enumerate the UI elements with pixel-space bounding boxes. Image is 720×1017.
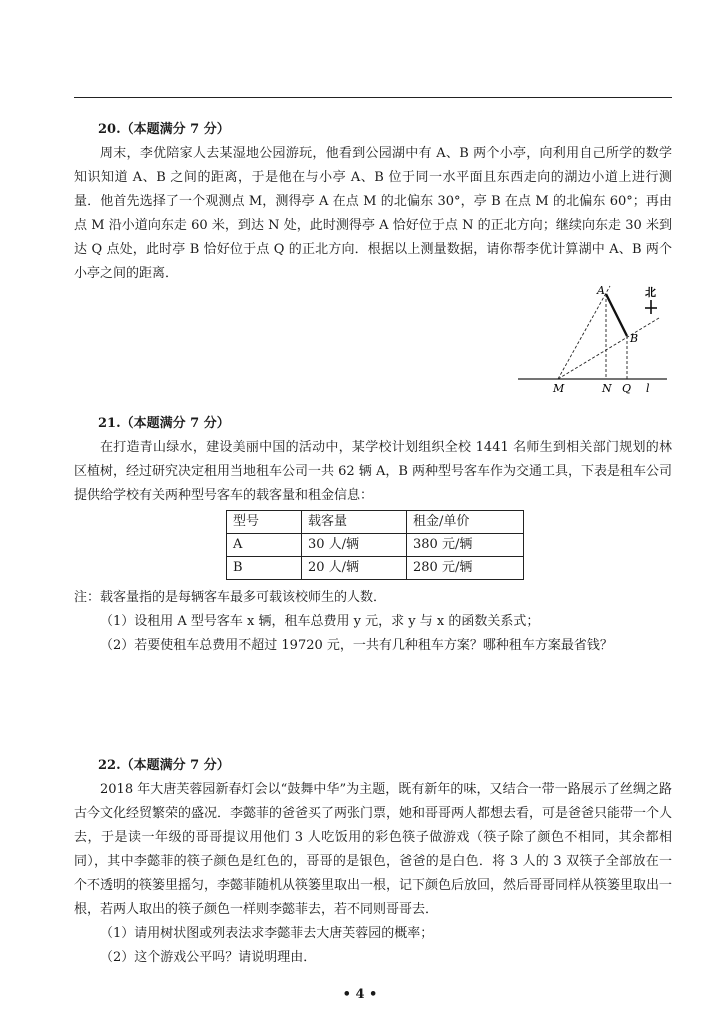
table-header-cell: 载客量 [302, 511, 407, 534]
label-l: l [646, 382, 650, 394]
rental-table [226, 510, 524, 580]
ray-MA [558, 286, 610, 379]
table-header-row [227, 511, 524, 534]
page-number: • 4 • [342, 987, 378, 1002]
label-M: M [553, 382, 565, 394]
north-label: 北 [645, 286, 656, 299]
table-header-cell: 型号 [227, 511, 302, 534]
q22-title: 22.（本题满分 7 分） [98, 758, 230, 773]
q21-note: 注：载客量指的是每辆客车最多可载该校师生的人数． [74, 590, 387, 605]
ray-MB [558, 318, 659, 379]
q21-sub1: （1）设租用 A 型号客车 x 辆，租车总费用 y 元，求 y 与 x 的函数关系式； [100, 614, 540, 629]
q20-title: 20.（本题满分 7 分） [98, 122, 230, 137]
q22-sub1: （1）请用树状图或列表法求李懿菲去大唐芙蓉园的概率； [100, 926, 434, 941]
q21-title: 21.（本题满分 7 分） [98, 416, 230, 431]
exam-page [74, 118, 672, 970]
table-cell: B [227, 557, 302, 580]
q21-sub2: （2）若要使租车总费用不超过 19720 元，一共有几种租车方案？哪种租车方案最省钱？ [100, 638, 613, 653]
table-cell: 20 人/辆 [302, 557, 407, 580]
header-rule [74, 97, 672, 98]
segment-AB [606, 294, 627, 336]
q22-body: 2018 年大唐芙蓉园新春灯会以“鼓舞中华”为主题，既有新年的味，又结合一带一路展示了丝绸之路古今文化经贸繁荣的盛况．李懿菲的爸爸买了两张门票，她和哥哥两人都想去看，可是爸爸只能带一个人去，于是读一年级的哥哥提议用他们 3 人吃饭用的彩色筷子做游戏（筷子除了颜色不相同，其余都相同），其中李懿菲的筷子颜色是红色的，哥哥的是银色，爸爸的是白色．将 3 人的 3 双筷子全部放在一个不透明的筷篓里摇匀，李懿菲随机从筷篓里取出一根，记下颜色后放回，然后哥哥同样从筷篓里取出一根，若两人取出的筷子颜色一样则李懿菲去，若不同则哥哥去． [74, 782, 673, 917]
table-row [227, 557, 524, 580]
table-row [227, 534, 524, 557]
table-cell: A [227, 534, 302, 557]
table-cell: 380 元/辆 [407, 534, 524, 557]
label-B: B [630, 332, 639, 345]
table-cell: 30 人/辆 [302, 534, 407, 557]
label-A: A [597, 284, 605, 297]
q20-figure-area [74, 286, 672, 398]
label-Q: Q [622, 382, 632, 394]
table-header-cell: 租金/单价 [407, 511, 524, 534]
q22-sub2: （2）这个游戏公平吗？请说明理由． [100, 950, 317, 965]
label-N: N [602, 382, 612, 394]
q20-body: 周末，李优陪家人去某湿地公园游玩，他看到公园湖中有 A、B 两个小亭，向利用自己所学的数学知识知道 A、B 之间的距离，于是他在与小亭 A、B 位于同一水平面且东西走向的湖边小道上进行测量．他首先选择了一个观测点 M，测得亭 A 在点 M 的北偏东 30°，亭 B 在点 M 的北偏东 60°；再由点 M 沿小道向东走 60 米，到达 N 处，此时测得亭 A 恰好位于点 N 的正北方向；继续向东走 30 米到达 Q 点处，此时亭 B 恰好位于点 Q 的正北方向．根据以上测量数据，请你帮李优计算湖中 A、B 两个小亭之间的距离． [74, 146, 672, 281]
table-cell: 280 元/辆 [407, 557, 524, 580]
q20-geometry-figure [512, 282, 672, 394]
q21-body: 在打造青山绿水，建设美丽中国的活动中，某学校计划组织全校 1441 名师生到相关部门规划的林区植树，经过研究决定租用当地租车公司一共 62 辆 A，B 两种型号客车作为交通工具，下表是租车公司提供给学校有关两种型号客车的载客量和租金信息： [74, 440, 673, 503]
